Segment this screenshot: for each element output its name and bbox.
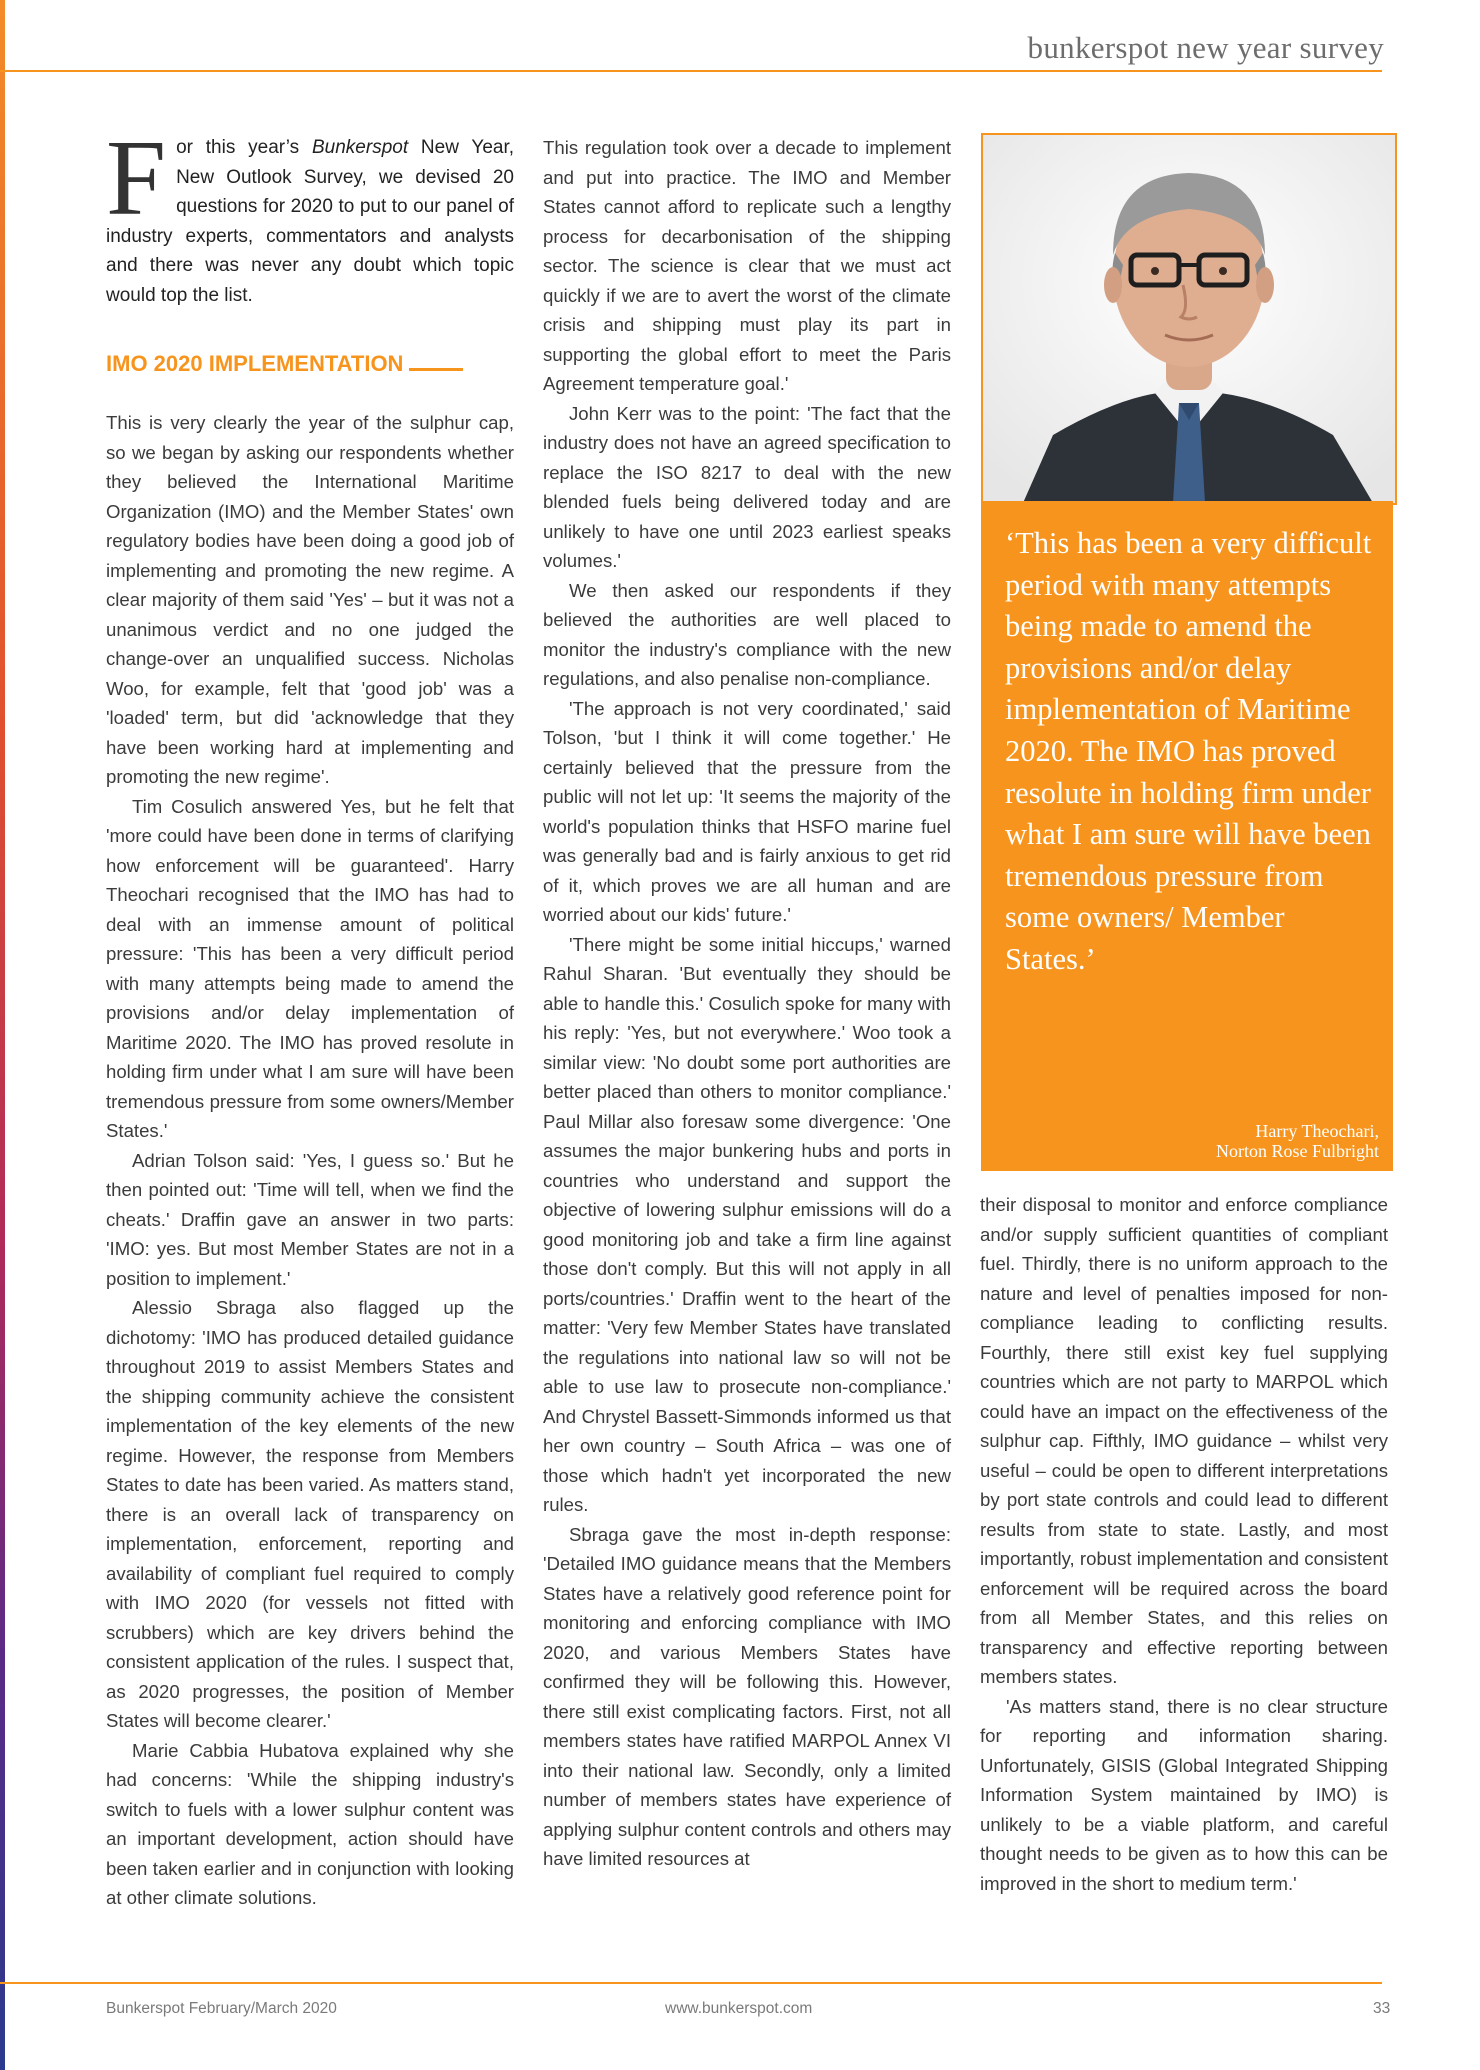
article-column-3 — [980, 1190, 1388, 1898]
intro-paragraph: For this year’s Bunkerspot New Year, New Outlook Survey, we devised 20 questions for 2020 to put to our panel of industry experts, commentators and analysts and there was never any doubt which topic would top the list. — [106, 119, 515, 306]
body-paragraph: their disposal to monitor and enforce compliance and/or supply sufficient quantities of compliant fuel. Thirdly, there is no uniform approach to the nature and level of penalties imposed for non-compliance leading to conflicting results. Fourthly, there still exist key fuel supplying countries which are not party to MARPOL which could have an impact on the effectiveness of the sulphur cap. Fifthly, IMO guidance – whilst very useful – could be open to different interpretations by port state controls and could lead to different results from state to state. Lastly, and most importantly, robust implementation and consistent enforcement will be required across the board from all Member States, and this relies on transparency and effective reporting between members states. — [980, 1194, 1388, 1687]
body-paragraph: Tim Cosulich answered Yes, but he felt that 'more could have been done in terms of clarifying how enforcement will be guaranteed'. Harry Theochari recognised that the IMO has had to deal with an immense amount of political pressure: 'This has been a very difficult period with many attempts being made to amend the provisions and/or delay implementation of Maritime 2020. The IMO has proved resolute in holding firm under what I am sure will have been tremendous pressure from some owners/Member States.' — [106, 795, 514, 1141]
pull-quote-box — [981, 501, 1393, 1171]
heading-underline — [409, 368, 463, 371]
body-paragraph: John Kerr was to the point: 'The fact that the industry does not have an agreed specification to replace the ISO 8217 to deal with the new blended fuels being delivered today and are unlikely to have one until 2023 earliest speaks volumes.' — [543, 402, 951, 571]
footer-divider — [0, 1982, 1382, 1984]
body-paragraph: Marie Cabbia Hubatova explained why she had concerns: 'While the shipping industry's switch to fuels with a lower sulphur content was an important development, action should have been taken earlier and in conjunction with looking at other climate solutions. — [106, 1739, 514, 1908]
body-paragraph: 'The approach is not very coordinated,' said Tolson, 'but I think it will come together.' He certainly believed that the pressure from the public will not let up: 'It seems the majority of the world's population thinks that HSFO marine fuel was generally bad and is fairly anxious to get rid of it, which proves we are all human and are worried about our kids' future.' — [543, 697, 951, 925]
article-column-2 — [543, 133, 951, 1874]
footer-issue: Bunkerspot February/March 2020 — [106, 2000, 337, 2017]
portrait-photo — [981, 133, 1397, 505]
section-heading: IMO 2020 IMPLEMENTATION — [106, 350, 514, 378]
header-divider — [0, 70, 1382, 72]
body-paragraph: This regulation took over a decade to implement and put into practice. The IMO and Member States cannot afford to replicate such a lengthy process for decarbonisation of the shipping sector. The science is clear that we must act quickly if we are to avert the worst of the climate crisis and shipping must play its part in supporting the global effort to meet the Paris Agreement temperature goal.' — [543, 137, 951, 394]
body-paragraph: 'As matters stand, there is no clear structure for reporting and information sharing. Unfortunately, GISIS (Global Integrated Shipping Information System maintained by IMO) is unlikely to be a viable platform, and careful thought needs to be given as to how this can be improved in the short to medium term.' — [980, 1695, 1388, 1894]
attribution-name: Harry Theochari, — [1255, 1121, 1379, 1141]
page-number: 33 — [1373, 2000, 1391, 2017]
magazine-name: Bunkerspot — [312, 137, 409, 158]
drop-cap: F — [106, 119, 167, 238]
article-column-1 — [106, 119, 515, 1913]
section-title: bunkerspot new year survey — [1027, 30, 1384, 65]
body-paragraph: Adrian Tolson said: 'Yes, I guess so.' But he then pointed out: 'Time will tell, when we find the cheats.' Draffin gave an answer in two parts: 'IMO: yes. But most Member States are not in a position to implement.' — [106, 1149, 514, 1289]
footer-website: www.bunkerspot.com — [665, 2000, 813, 2017]
left-color-stripe — [0, 0, 5, 2070]
attribution-org: Norton Rose Fulbright — [1215, 1141, 1379, 1161]
pull-quote-attribution — [999, 1121, 1379, 1161]
body-paragraph: Alessio Sbraga also flagged up the dichotomy: 'IMO has produced detailed guidance throughout 2019 to assist Members States and the shipping community achieve the consistent implementation of the key elements of the new regime. However, the response from Members States to date has been varied. As matters stand, there is an overall lack of transparency on implementation, enforcement, reporting and availability of compliant fuel required to comply with IMO 2020 (for vessels not fitted with scrubbers) which are key drivers behind the consistent application of the rules. I suspect that, as 2020 progresses, the position of Member States will become clearer.' — [106, 1297, 514, 1731]
body-paragraph: Sbraga gave the most in-depth response: 'Detailed IMO guidance means that the Members States have a relatively good reference point for monitoring and enforcing compliance with IMO 2020, and various Members States have confirmed they will be following this. However, there still exist complicating factors. First, not all members states have ratified MARPOL Annex VI into their national law. Secondly, only a limited number of members states have experience of applying sulphur content controls and others may have limited resources at — [543, 1523, 951, 1869]
body-paragraph: This is very clearly the year of the sulphur cap, so we began by asking our respondents whether they believed the International Maritime Organization (IMO) and the Member States' own regulatory bodies have been doing a good job of implementing and promoting the new regime. A clear majority of them said 'Yes' – but it was not a unanimous verdict and no one judged the change-over an unqualified success. Nicholas Woo, for example, felt that 'good job' was a 'loaded' term, but did 'acknowledge that they have been working hard at implementing and promoting the new regime'. — [106, 412, 514, 787]
pull-quote-text: ‘This has been a very difficult period with many attempts being made to amend the provisions and/or delay implementation of Maritime 2020. The IMO has proved resolute in holding firm under what I am sure will have been tremendous pressure from some owners/ Member States.’ — [1005, 526, 1372, 976]
body-paragraph: 'There might be some initial hiccups,' warned Rahul Sharan. 'But eventually they should be able to handle this.' Cosulich spoke for many with his reply: 'Yes, but not everywhere.' Woo took a similar view: 'No doubt some port authorities are better placed than others to monitor compliance.' Paul Millar also foresaw some divergence: 'One assumes the major bunkering hubs and ports in countries who understand and support the objective of lowering sulphur emissions will do a good monitoring job and take a firm line against those don't comply. But this will not apply in all ports/countries.' Draffin went to the heart of the matter: 'Very few Member States have translated the regulations into national law so will not be able to use law to prosecute non-compliance.' And Chrystel Bassett-Simmonds informed us that her own country – South Africa – was one of those which hadn't yet incorporated the new rules. — [543, 933, 951, 1515]
body-paragraph: We then asked our respondents if they believed the authorities are well placed to monitor the industry's compliance with the new regulations, and also penalise non-compliance. — [543, 579, 951, 689]
portrait-illustration — [983, 135, 1395, 503]
